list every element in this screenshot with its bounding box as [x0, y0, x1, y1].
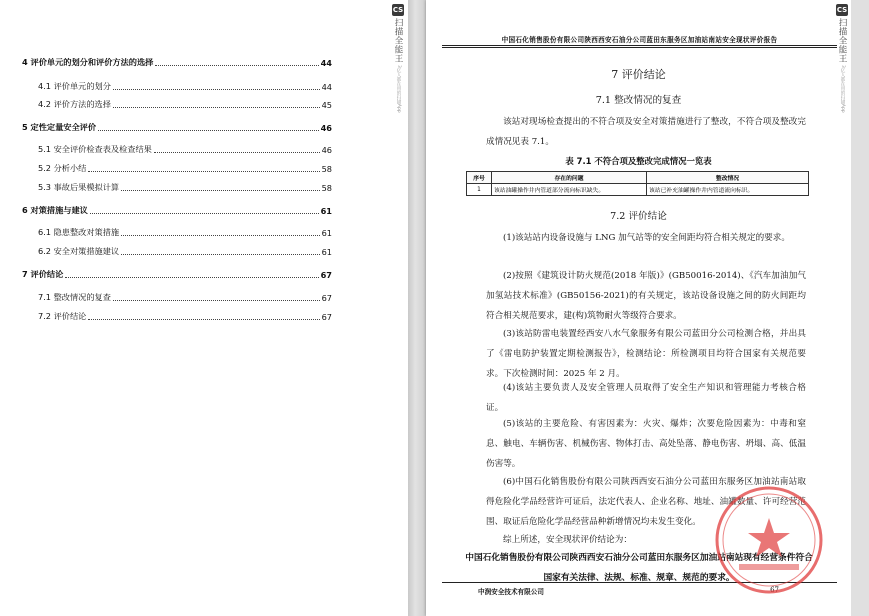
- toc-entry-title: 5 定性定量安全评价: [22, 122, 97, 132]
- toc-dot-leader: [88, 319, 319, 320]
- item-4: (4)该站主要负责人及安全管理人员取得了安全生产知识和管理能力考核合格证。: [486, 383, 806, 413]
- table-header-status: 整改情况: [647, 172, 809, 184]
- toc-entry-page: 58: [321, 164, 332, 174]
- toc-dot-leader: [113, 107, 320, 108]
- toc-dot-leader: [88, 171, 319, 172]
- toc-entry-title: 4.2 评价方法的选择: [38, 99, 111, 109]
- toc-dot-leader: [154, 152, 320, 153]
- footer-company: 中润安全技术有限公司: [478, 588, 544, 596]
- toc-entry-page: 67: [321, 293, 332, 303]
- watermark-name: 扫描全能王: [393, 18, 403, 63]
- page-gutter-right: [851, 0, 869, 616]
- item-5: (5)该站的主要危险、有害因素为：火灾、爆炸；次要危险因素为：中毒和窒息、触电、车辆伤害、机械伤害、物体打击、高处坠落、静电伤害、坍塌、高、低温伤害等。: [486, 419, 806, 469]
- toc-page: [0, 0, 408, 616]
- item-6: (6)中国石化销售股份有限公司陕西西安石油分公司蓝田东服务区加油站南站取得危险化学品经营许可证后，法定代表人、企业名称、地址、油罐数量、许可经营范围、取证后危险化学品经营品种新增情况均未发生变化。: [486, 477, 806, 527]
- toc-section-entry[interactable]: [38, 245, 332, 257]
- toc-entry-page: 44: [321, 82, 332, 92]
- toc-section-entry[interactable]: [38, 162, 332, 174]
- toc-entry-title: 7 评价结论: [22, 269, 64, 279]
- item-1: (1)该站站内设备设施与 LNG 加气站等的安全间距均符合相关规定的要求。: [503, 233, 790, 243]
- camscanner-logo-icon: CS: [836, 6, 848, 14]
- toc-entry-title: 5.1 安全评价检查表及检查结果: [38, 144, 152, 154]
- item-3: (3)该站防雷电装置经西安八水气象服务有限公司蓝田分公司检测合格，并出具了《雷电防护装置定期检测报告》，检测结论：所检测项目均符合国家有关规范要求。下次检测时间：2025 年 2 月。: [486, 329, 806, 379]
- toc-entry-title: 6 对策措施与建议: [22, 205, 88, 215]
- toc-entry-title: 7.1 整改情况的复查: [38, 292, 111, 302]
- header-rule-thin: [442, 47, 837, 48]
- summary-text: 综上所述，安全现状评价结论为：: [503, 535, 632, 545]
- toc-section-entry[interactable]: [38, 291, 332, 303]
- toc-section-entry[interactable]: [38, 181, 332, 193]
- report-page: [426, 0, 851, 616]
- toc-section-entry[interactable]: [38, 98, 332, 110]
- toc-section-entry[interactable]: [38, 143, 332, 155]
- page-gutter: [408, 0, 426, 616]
- toc-entry-page: 61: [321, 247, 332, 257]
- toc-dot-leader: [155, 65, 318, 66]
- toc-section-entry[interactable]: [38, 80, 332, 92]
- toc-entry-title: 7.2 评价结论: [38, 311, 87, 321]
- rectification-table: [466, 171, 809, 196]
- scanner-watermark: [391, 4, 405, 113]
- toc-chapter-entry[interactable]: [22, 56, 332, 68]
- section-title-7-1: 7.1 整改情况的复查: [595, 95, 682, 106]
- toc-entry-page: 61: [321, 228, 332, 238]
- toc-dot-leader: [65, 277, 318, 278]
- table-cell-index: 1: [467, 184, 492, 196]
- page-number: 67: [770, 586, 779, 594]
- toc-entry-page: 46: [320, 123, 332, 133]
- watermark-sub: 3亿人都在用的扫描App: [396, 65, 401, 113]
- toc-entry-title: 4.1 评价单元的划分: [38, 81, 111, 91]
- table-cell-status: 该站已补充油罐操作井内管道流向标识。: [647, 184, 809, 196]
- toc-dot-leader: [113, 300, 320, 301]
- toc-entry-title: 5.2 分析小结: [38, 163, 87, 173]
- toc-entry-page: 44: [320, 58, 332, 68]
- toc-entry-page: 45: [321, 100, 332, 110]
- table-header-row: [467, 172, 809, 184]
- section-title-7-2: 7.2 评价结论: [610, 211, 667, 222]
- toc-entry-page: 58: [321, 183, 332, 193]
- table-caption: 表 7.1 不符合项及整改完成情况一览表: [565, 156, 712, 166]
- final-conclusion: 中国石化销售股份有限公司陕西西安石油分公司蓝田东服务区加油站南站现有经营条件符合国家有关法律、法规、标准、规章、规范的要求。: [465, 553, 813, 583]
- toc-section-entry[interactable]: [38, 310, 332, 322]
- toc-entry-title: 4 评价单元的划分和评价方法的选择: [22, 57, 154, 67]
- report-header: 中国石化销售股份有限公司陕西西安石油分公司蓝田东服务区加油站南站安全现状评价报告: [501, 36, 778, 44]
- section1-text: 该站对现场检查提出的不符合项及安全对策措施进行了整改，不符合项及整改完成情况见表 7.1。: [486, 117, 806, 147]
- toc-entry-page: 67: [321, 312, 332, 322]
- table-cell-problem: 该站油罐操作井内管道部分流向标识缺失。: [492, 184, 647, 196]
- toc-section-entry[interactable]: [38, 226, 332, 238]
- company-seal-icon: [709, 480, 829, 600]
- scanner-watermark-right: [835, 4, 849, 113]
- camscanner-logo-icon: CS: [392, 6, 404, 14]
- toc-dot-leader: [98, 130, 319, 131]
- table-row: [467, 184, 809, 196]
- toc-entry-title: 5.3 事故后果模拟计算: [38, 182, 120, 192]
- table-of-contents: [0, 0, 408, 616]
- toc-entry-page: 61: [320, 206, 332, 216]
- toc-dot-leader: [90, 213, 319, 214]
- toc-chapter-entry[interactable]: [22, 204, 332, 216]
- toc-chapter-entry[interactable]: [22, 121, 332, 133]
- table-header-problem: 存在的问题: [492, 172, 647, 184]
- toc-entry-title: 6.1 隐患整改对策措施: [38, 227, 120, 237]
- header-rule: [442, 45, 837, 46]
- item-2: (2)按照《建筑设计防火规范(2018 年版)》(GB50016-2014)、《汽车加油加气加氢站技术标准》(GB50156-2021)的有关规定，该站设备设施之间的防火间距均符合相关规范要求，建(构)筑物耐火等级符合要求。: [486, 271, 806, 321]
- toc-dot-leader: [121, 235, 319, 236]
- watermark-name: 扫描全能王: [837, 18, 847, 63]
- chapter-title: 7 评价结论: [611, 68, 666, 81]
- toc-chapter-entry[interactable]: [22, 268, 332, 280]
- toc-entry-page: 67: [320, 270, 332, 280]
- watermark-sub: 3亿人都在用的扫描App: [840, 65, 845, 113]
- toc-dot-leader: [121, 190, 319, 191]
- toc-dot-leader: [121, 254, 319, 255]
- toc-entry-page: 46: [321, 145, 332, 155]
- toc-dot-leader: [113, 89, 320, 90]
- table-header-index: 序号: [467, 172, 492, 184]
- toc-entry-title: 6.2 安全对策措施建议: [38, 246, 120, 256]
